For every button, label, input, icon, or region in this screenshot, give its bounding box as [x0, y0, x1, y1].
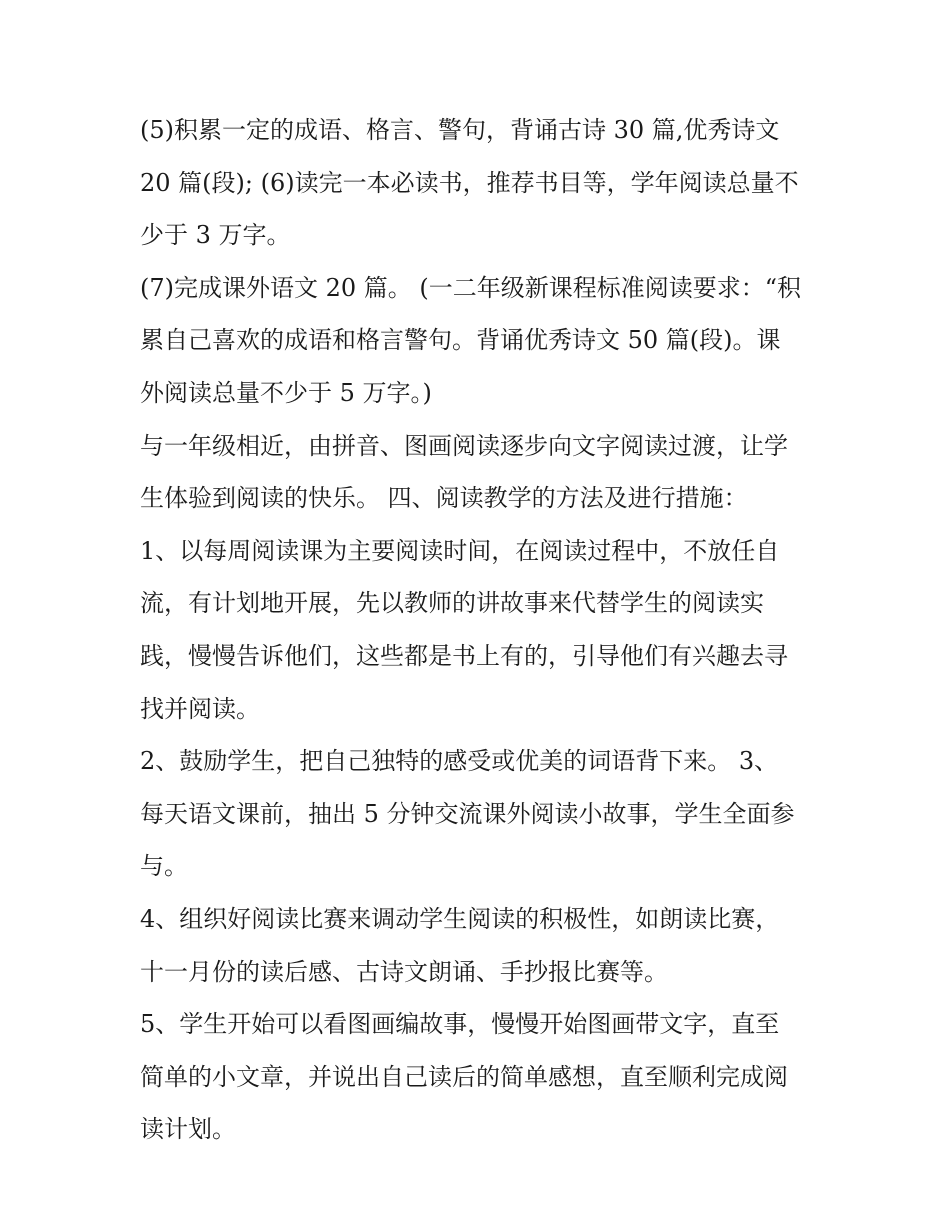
text-line: 少于 3 万字。 [140, 221, 291, 250]
paragraph-2 [140, 262, 820, 420]
paragraph-5 [140, 735, 820, 893]
text-line: 流，有计划地开展，先以教师的讲故事来代替学生的阅读实 [140, 589, 764, 618]
text-line: 践，慢慢告诉他们，这些都是书上有的，引导他们有兴趣去寻 [140, 641, 788, 670]
text-line: 读计划。 [140, 1115, 236, 1144]
paragraph-1 [140, 104, 820, 262]
text-line: 2、鼓励学生，把自己独特的感受或优美的词语背下来。 3、 [140, 747, 779, 776]
text-line: 简单的小文章，并说出自己读后的简单感想，直至顺利完成阅 [140, 1062, 788, 1091]
paragraph-6 [140, 893, 820, 998]
text-line: 每天语文课前，抽出 5 分钟交流课外阅读小故事，学生全面参 [140, 799, 795, 828]
text-line: 十一月份的读后感、古诗文朗诵、手抄报比赛等。 [140, 957, 668, 986]
text-line: 外阅读总量不少于 5 万字。) [140, 378, 432, 407]
text-line: 4、组织好阅读比赛来调动学生阅读的积极性，如朗读比赛， [140, 904, 780, 933]
text-line: 20 篇(段); (6)读完一本必读书，推荐书目等，学年阅读总量不 [140, 168, 799, 197]
text-line: 累自己喜欢的成语和格言警句。背诵优秀诗文 50 篇(段)。课 [140, 326, 781, 355]
text-line: 5、学生开始可以看图画编故事，慢慢开始图画带文字，直至 [140, 1010, 780, 1039]
text-line: (7)完成课外语文 20 篇。 (一二年级新课程标准阅读要求：“积 [140, 273, 802, 302]
paragraph-4 [140, 525, 820, 735]
text-line: 找并阅读。 [140, 694, 260, 723]
document-body [140, 104, 820, 1156]
text-line: (5)积累一定的成语、格言、警句，背诵古诗 30 篇,优秀诗文 [140, 116, 780, 144]
paragraph-7 [140, 998, 820, 1156]
paragraph-3 [140, 420, 820, 525]
text-line: 与一年级相近，由拼音、图画阅读逐步向文字阅读过渡，让学 [140, 431, 788, 460]
text-line: 1、以每周阅读课为主要阅读时间，在阅读过程中，不放任自 [140, 536, 780, 565]
text-line: 生体验到阅读的快乐。 四、阅读教学的方法及进行措施： [140, 484, 748, 513]
text-line: 与。 [140, 852, 188, 881]
